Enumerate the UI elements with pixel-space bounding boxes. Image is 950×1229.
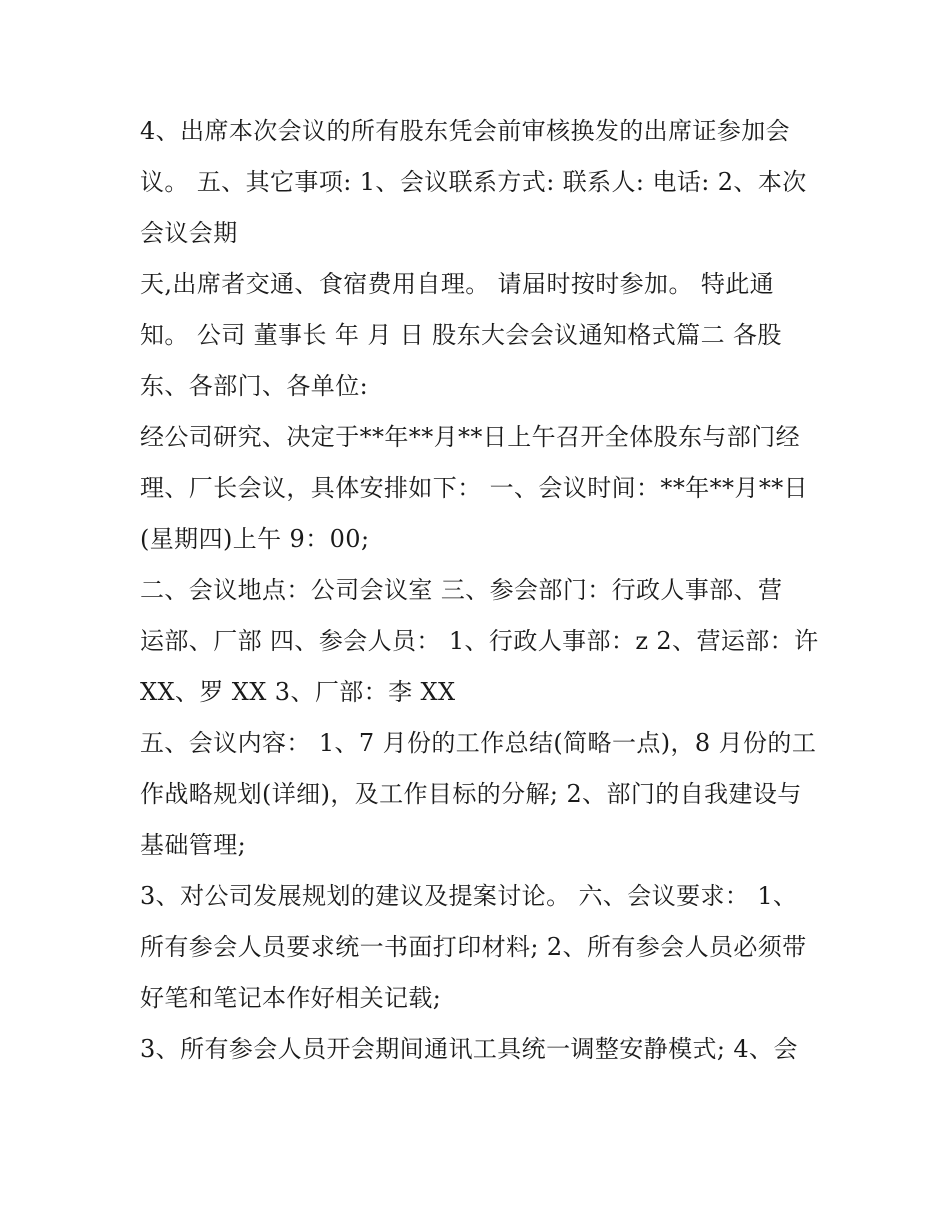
text-line: 经公司研究、决定于**年**月**日上午召开全体股东与部门经 — [140, 423, 800, 451]
text-line: 运部、厂部 四、参会人员： 1、行政人事部：z 2、营运部：许 — [140, 627, 819, 655]
text-line: 3、所有参会人员开会期间通讯工具统一调整安静模式; 4、会 — [140, 1035, 798, 1063]
text-line: 4、出席本次会议的所有股东凭会前审核换发的出席证参加会 — [140, 117, 791, 145]
text-line: 会议会期 — [140, 219, 238, 247]
text-line: 理、厂长会议，具体安排如下： 一、会议时间：**年**月**日 — [140, 474, 809, 502]
text-line: 好笔和笔记本作好相关记载; — [140, 984, 442, 1012]
text-line: XX、罗 XX 3、厂部：李 XX — [140, 678, 456, 706]
text-line: 所有参会人员要求统一书面打印材料; 2、所有参会人员必须带 — [140, 933, 807, 961]
text-line: (星期四)上午 9：00; — [140, 525, 370, 553]
text-line: 东、各部门、各单位: — [140, 372, 369, 400]
text-line: 知。 公司 董事长 年 月 日 股东大会会议通知格式篇二 各股 — [140, 321, 782, 349]
text-line: 3、对公司发展规划的建议及提案讨论。 六、会议要求： 1、 — [140, 882, 798, 910]
document-body — [140, 106, 820, 1075]
text-line: 二、会议地点：公司会议室 三、参会部门：行政人事部、营 — [140, 576, 783, 604]
text-line: 天,出席者交通、食宿费用自理。 请届时按时参加。 特此通 — [140, 270, 775, 298]
text-line: 基础管理; — [140, 831, 247, 859]
text-line: 议。 五、其它事项: 1、会议联系方式: 联系人: 电话: 2、本次 — [140, 168, 807, 196]
text-line: 作战略规划(详细)，及工作目标的分解; 2、部门的自我建设与 — [140, 780, 802, 808]
text-line: 五、会议内容： 1、7 月份的工作总结(简略一点)，8 月份的工 — [140, 729, 817, 757]
